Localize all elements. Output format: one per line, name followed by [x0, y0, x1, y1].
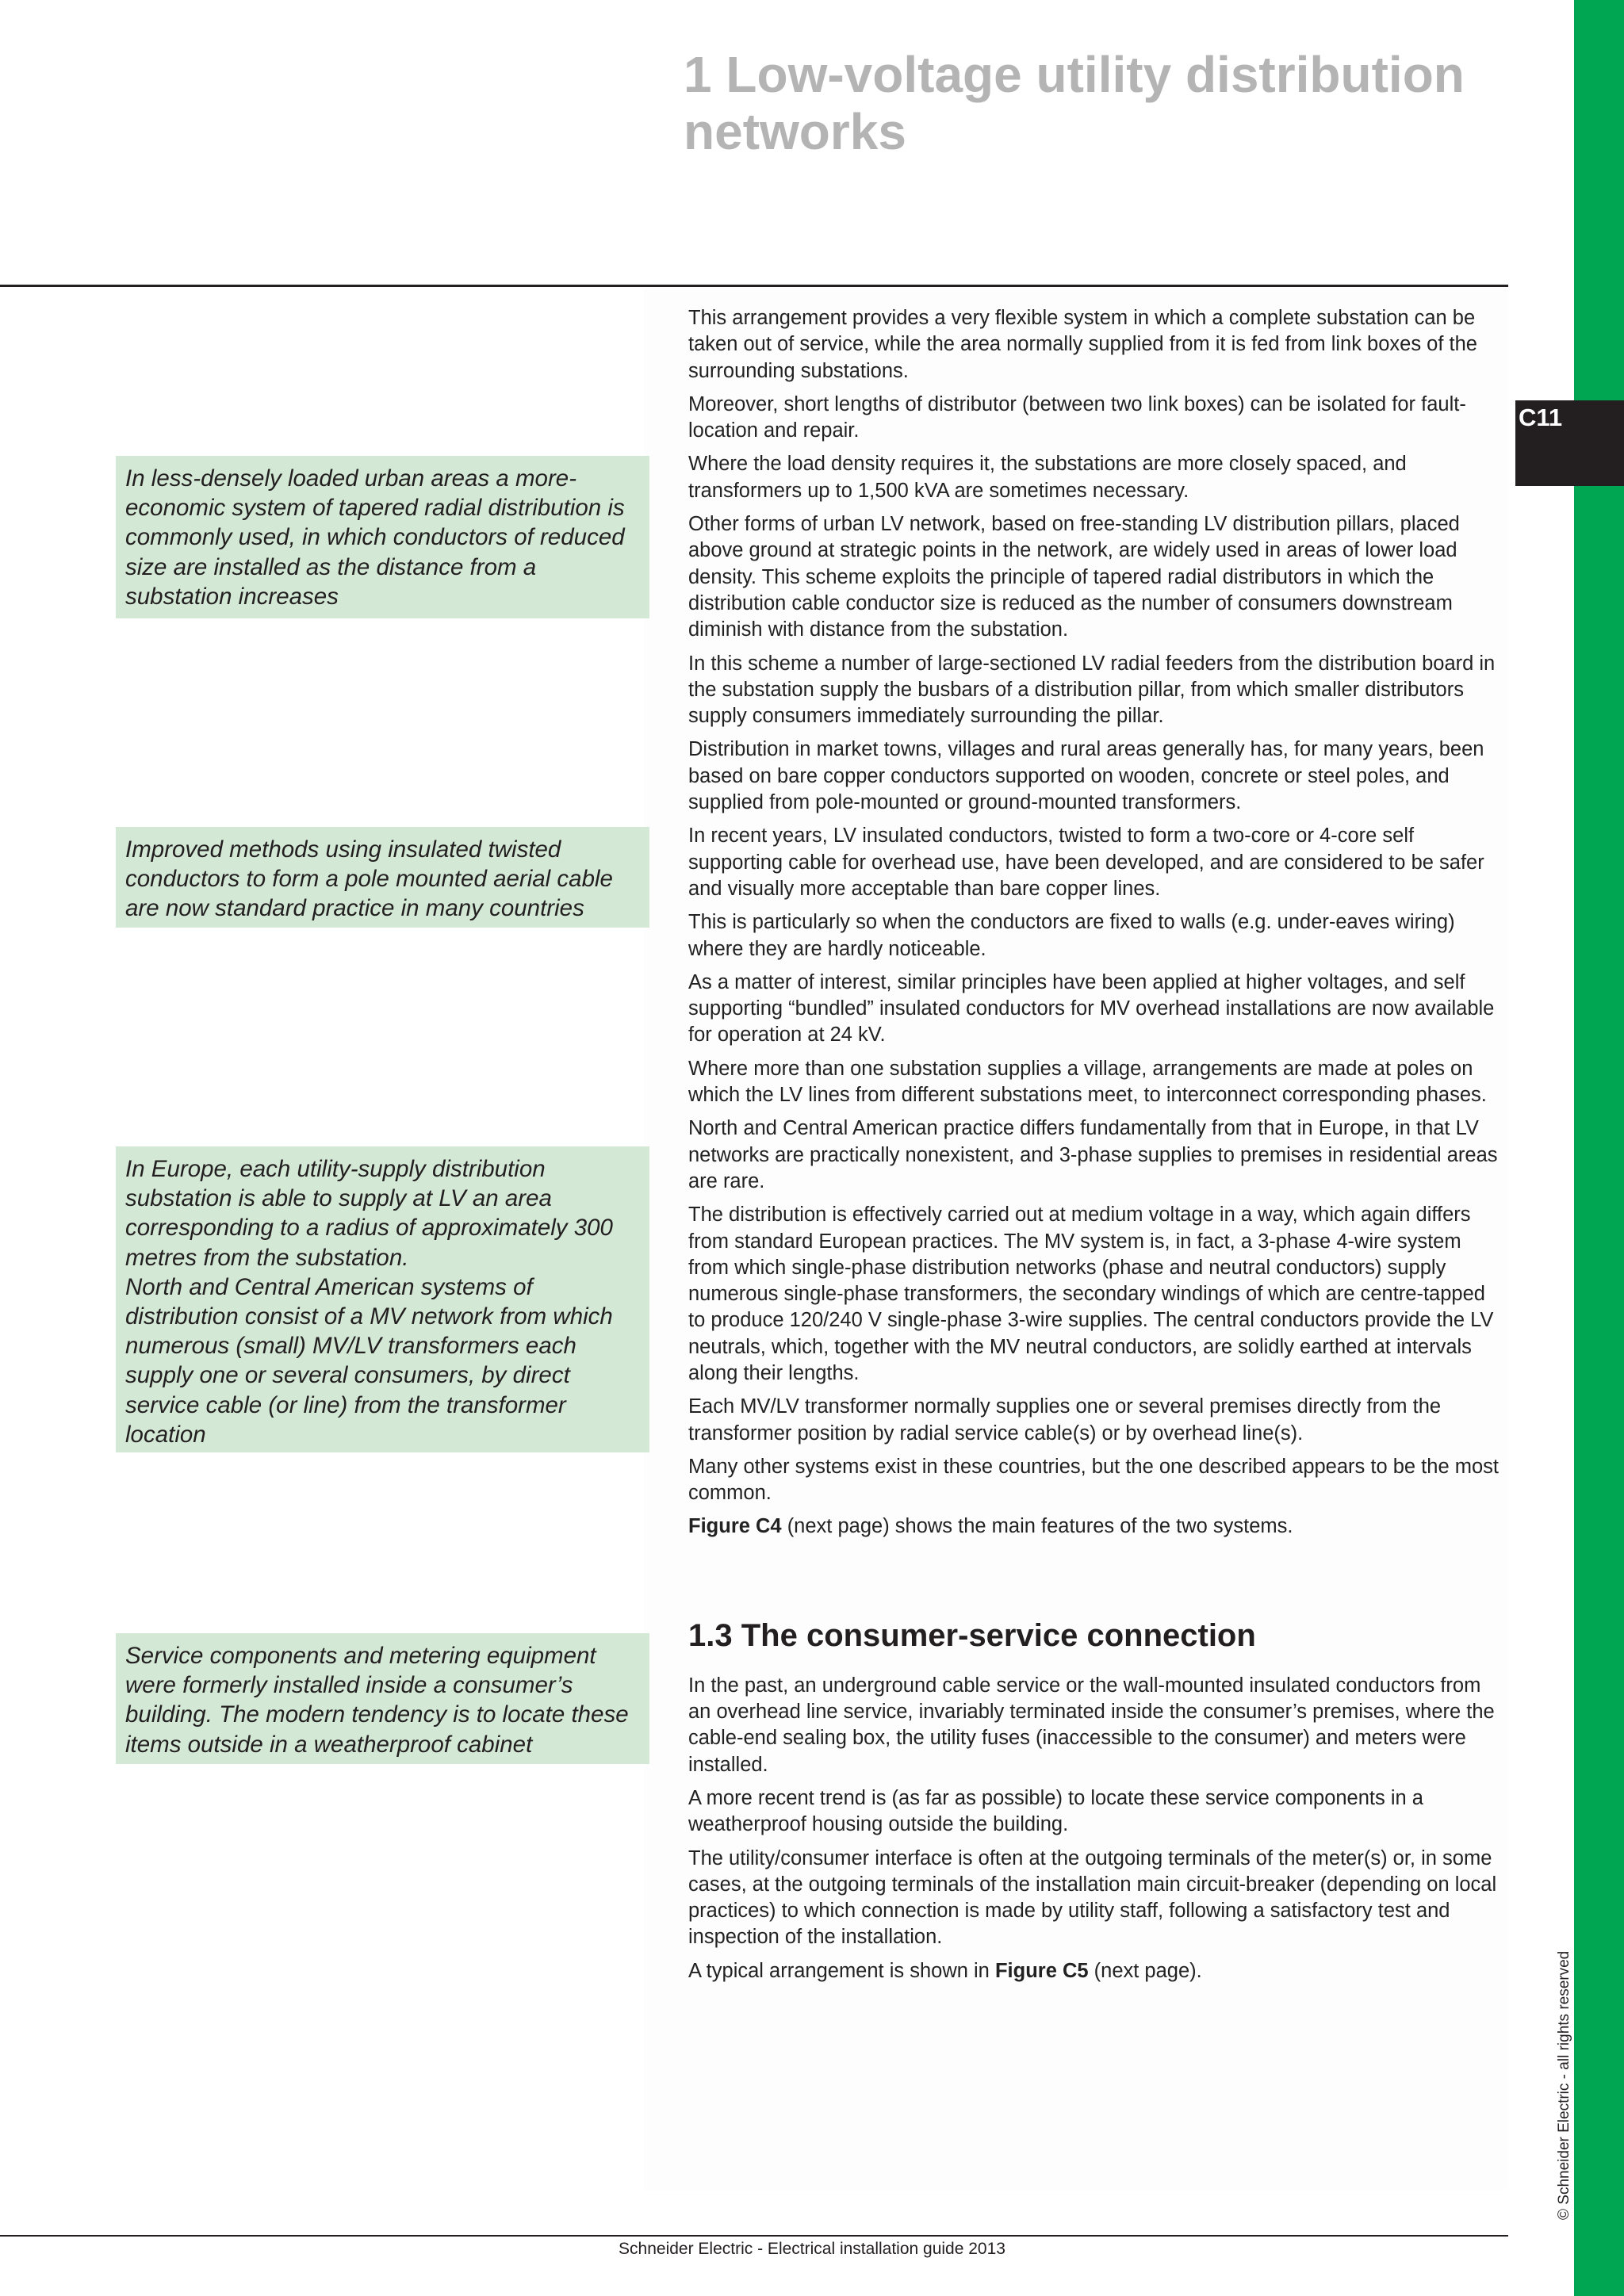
figure-c5-prefix: A typical arrangement is shown in [688, 1959, 995, 1982]
body-paragraph: As a matter of interest, similar principles have been applied at higher voltages, and self supporting “bundled” insulated conductors for MV overhead installations are now available for operation at 24 kV. [688, 970, 1495, 1047]
figure-c4-paragraph [688, 1513, 1507, 1540]
figure-c5-link[interactable]: Figure C5 [994, 1959, 1089, 1982]
body-paragraph: Distribution in market towns, villages and rural areas generally has, for many years, been based on bare copper conductors supported on wooden, concrete or steel poles, and supplied from pole-mounted or ground-mounted transformers. [688, 738, 1484, 814]
body-paragraph: The utility/consumer interface is often at the outgoing terminals of the meter(s) or, in some cases, at the outgoing terminals of the installation main circuit-breaker (depending on local practices) to which connection is made by utility staff, following a satisfactory test and inspection of the installation. [688, 1846, 1497, 1949]
sidebar-note-text: Service components and metering equipment were formerly installed inside a consumer’s building. The modern tendency is to locate these items outside in a weatherproof cabinet [125, 1643, 629, 1758]
sidebar-note-europe-vs-america [116, 1146, 649, 1452]
page-tab-label: C11 [1519, 404, 1563, 431]
body-paragraph: This arrangement provides a very flexible system in which a complete substation can be taken out of service, while the area normally supplied from it is fed from link boxes of the surrounding substations. [688, 307, 1477, 382]
figure-c5-text: (next page). [1088, 1959, 1202, 1982]
section-gap [688, 1548, 1507, 1584]
chapter-title [684, 46, 1556, 160]
body-paragraph: In recent years, LV insulated conductors, twisted to form a two-core or 4-core self supporting cable for overhead use, have been developed, and are considered to be safer and visually more acceptable than bare copper lines. [688, 825, 1484, 900]
body-paragraph: This is particularly so when the conductors are fixed to walls (e.g. under-eaves wiring) where they are hardly noticeable. [688, 911, 1455, 960]
copyright-notice: © Schneider Electric - all rights reserved [1556, 1950, 1572, 2220]
chapter-title-line-2: networks [684, 103, 906, 160]
body-paragraph: In this scheme a number of large-sectioned LV radial feeders from the distribution board in the substation supply the busbars of a distribution pillar, from which smaller distributors supply consumers immediately surrounding the pillar. [688, 652, 1496, 728]
body-paragraph: The distribution is effectively carried out at medium voltage in a way, which again differs from standard European practices. The MV system is, in fact, a 3-phase 4-wire system from which single-phase distribution networks (phase and neutral conductors) supply numerous single-phase transformers, the secondary windings of which are centre-tapped to produce 120/240 V single-phase 3-wire supplies. The central conductors provide the LV neutrals, which, together with the MV neutral conductors, are solidly earthed at intervals along their lengths. [688, 1203, 1494, 1384]
page-tab [1515, 400, 1624, 486]
footer-rule [0, 2235, 1508, 2237]
body-paragraph: Where more than one substation supplies a village, arrangements are made at poles on which the LV lines from different substations meet, to interconnect corresponding phases. [688, 1057, 1487, 1107]
sidebar-note-text: In Europe, each utility-supply distribution substation is able to supply at LV an area corresponding to a radius of approximately 300 metres from the substation. [125, 1156, 613, 1271]
sidebar-note-text: Improved methods using insulated twisted conductors to form a pole mounted aerial cable are now standard practice in many countries [125, 836, 613, 922]
side-color-band [1574, 0, 1624, 2296]
sidebar-note-twisted-conductors [116, 827, 649, 928]
body-paragraph: Other forms of urban LV network, based on free-standing LV distribution pillars, placed above ground at strategic points in the network, are widely used in areas of lower load density. This scheme exploits the principle of tapered radial distributors in which the distribution cable conductor size is reduced as the number of consumers downstream diminish with distance from the substation. [688, 513, 1460, 641]
sidebar-note-service-components [116, 1633, 649, 1764]
sidebar-note-text: North and Central American systems of distribution consist of a MV network from which numerous (small) MV/LV transformers each supply one or several consumers, by direct service cable (or line) from the transformer location [125, 1273, 613, 1448]
section-heading: 1.3 The consumer-service connection [688, 1617, 1256, 1653]
body-paragraph: Many other systems exist in these countries, but the one described appears to be the most common. [688, 1455, 1499, 1505]
figure-c4-text: (next page) shows the main features of the two systems. [781, 1515, 1293, 1538]
main-column [688, 305, 1507, 1992]
body-paragraph: Where the load density requires it, the substations are more closely spaced, and transformers up to 1,500 kVA are sometimes necessary. [688, 453, 1407, 502]
chapter-title-line-1: 1 Low-voltage utility distribution [684, 46, 1465, 103]
body-paragraph: In the past, an underground cable service or the wall-mounted insulated conductors from an overhead line service, invariably terminated inside the consumer’s premises, where the cable-end sealing box, the utility fuses (inaccessible to the consumer) and meters were installed. [688, 1674, 1495, 1776]
body-paragraph: Moreover, short lengths of distributor (between two link boxes) can be isolated for fault-location and repair. [688, 392, 1466, 442]
body-paragraph: North and Central American practice differs fundamentally from that in Europe, in that LV networks are practically nonexistent, and 3-phase supplies to premises in residential areas are rare. [688, 1117, 1498, 1192]
footer-text: Schneider Electric - Electrical installation guide 2013 [619, 2240, 1005, 2258]
sidebar-note-text: In less-densely loaded urban areas a more-economic system of tapered radial distribution is commonly used, in which conductors of reduced size are installed as the distance from a substation increases [125, 465, 625, 610]
figure-c4-link[interactable]: Figure C4 [688, 1515, 782, 1538]
body-paragraph: Each MV/LV transformer normally supplies one or several premises directly from the transformer position by radial service cable(s) or by overhead line(s). [688, 1395, 1442, 1445]
sidebar-note-tapered-radial [116, 456, 649, 618]
body-paragraph: A more recent trend is (as far as possible) to locate these service components in a weatherproof housing outside the building. [688, 1786, 1423, 1836]
figure-c5-paragraph [688, 1958, 1507, 1984]
